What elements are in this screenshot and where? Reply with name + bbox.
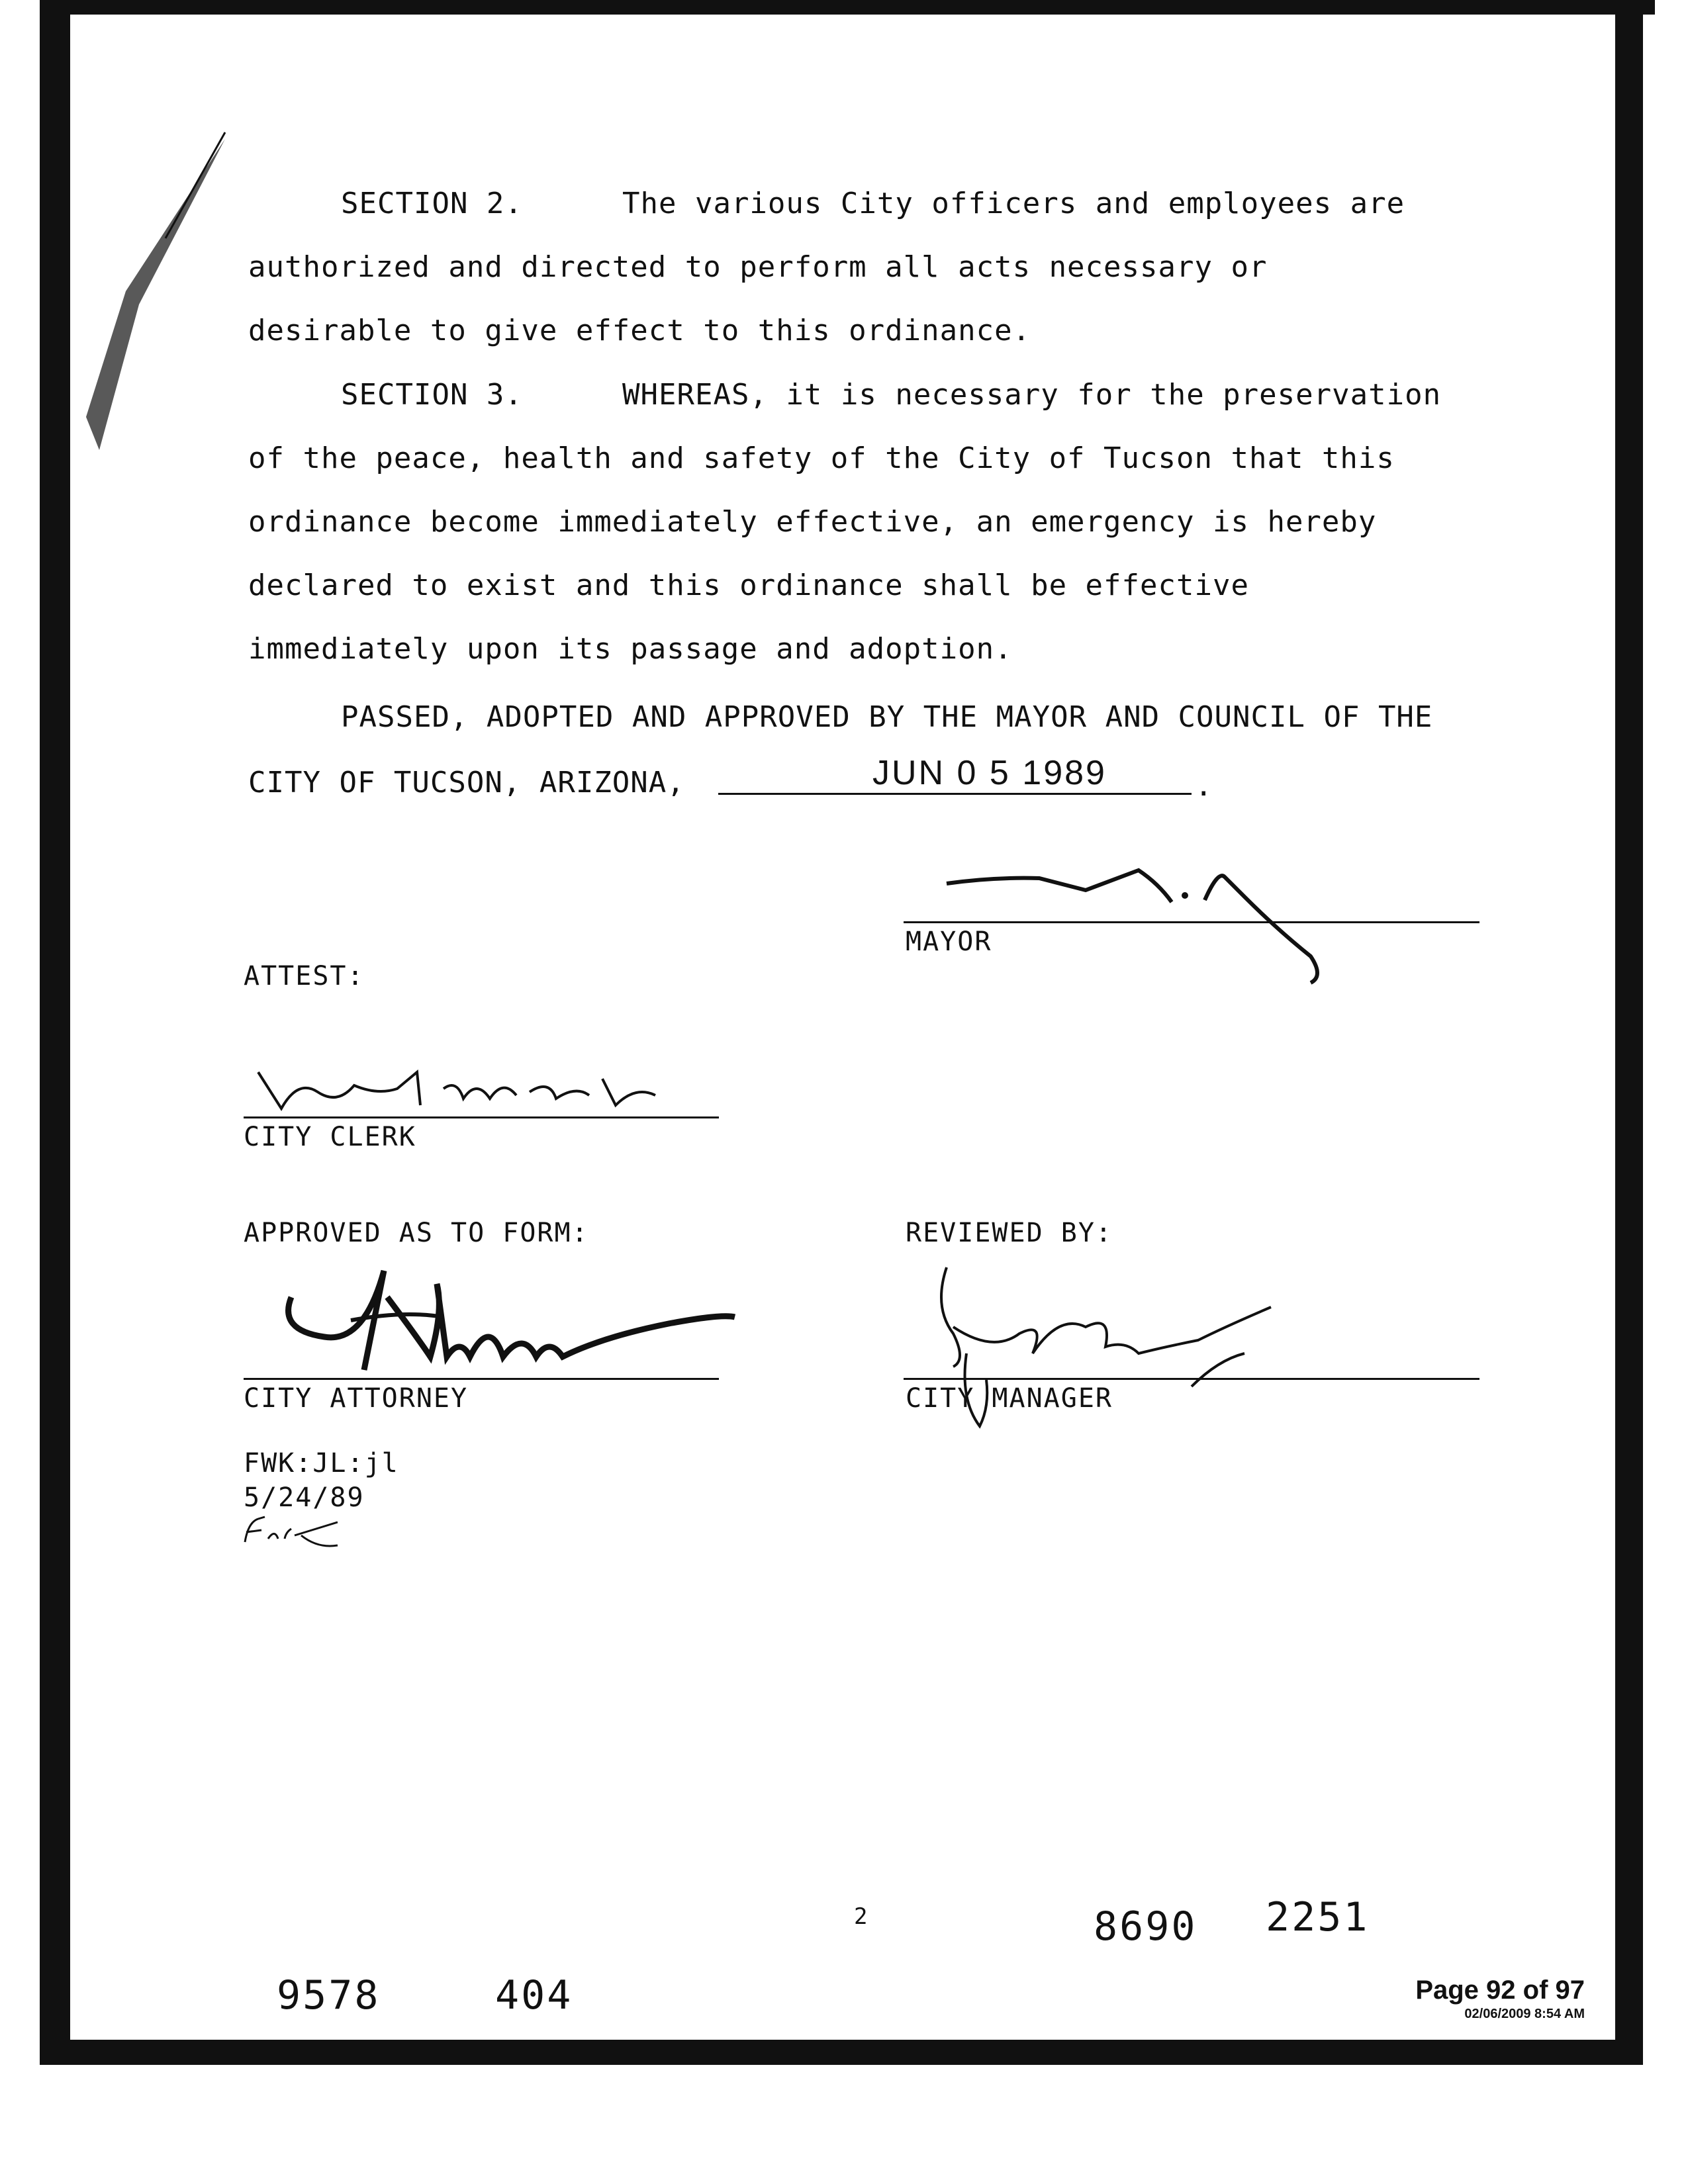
section-3-line-1: WHEREAS, it is necessary for the preservation: [622, 378, 1442, 412]
stamp-right-a: 8690: [1094, 1903, 1197, 1950]
approved-label: APPROVED AS TO FORM:: [244, 1218, 589, 1248]
manager-line: [904, 1378, 1479, 1380]
attest-label: ATTEST:: [244, 961, 365, 991]
attorney-signature: [271, 1257, 748, 1383]
passed-end: .: [1195, 769, 1213, 803]
mayor-line: [904, 921, 1479, 923]
section-3-line-3: ordinance become immediately effective, an emergency is hereby: [248, 505, 1377, 539]
manager-label: CITY MANAGER: [906, 1383, 1113, 1414]
attorney-label: CITY ATTORNEY: [244, 1383, 469, 1414]
clerk-label: CITY CLERK: [244, 1122, 416, 1152]
section-2-heading: SECTION 2.: [341, 187, 523, 220]
page-number-small: 2: [854, 1903, 869, 1930]
section-3-heading: SECTION 3.: [341, 378, 523, 412]
clerk-signature: [245, 1059, 669, 1118]
stamp-left-b: 404: [495, 1972, 573, 2019]
page-timestamp: 02/06/2009 8:54 AM: [1464, 2007, 1585, 2021]
passed-line-1: PASSED, ADOPTED AND APPROVED BY THE MAYOR AND COUNCIL OF THE: [341, 700, 1433, 734]
scan-streak: [0, 119, 238, 490]
scan-border-top: [40, 0, 1655, 15]
mayor-signature: [940, 864, 1337, 989]
initials-signature: [238, 1509, 344, 1555]
reference-initials: FWK:JL:jl: [244, 1448, 399, 1479]
stamp-right-b: 2251: [1266, 1894, 1370, 1940]
clerk-line: [244, 1116, 719, 1118]
page-label: Page 92 of 97: [1415, 1976, 1585, 2005]
reference-date: 5/24/89: [244, 1482, 365, 1513]
section-2-line-3: desirable to give effect to this ordinance.: [248, 314, 1031, 347]
date-line: [718, 793, 1192, 795]
attorney-line: [244, 1378, 719, 1380]
section-2-line-1: The various City officers and employees are: [622, 187, 1405, 220]
passed-line-2: CITY OF TUCSON, ARIZONA,: [248, 766, 685, 799]
reviewed-label: REVIEWED BY:: [906, 1218, 1113, 1248]
scan-border-bottom: [53, 2040, 1642, 2065]
section-2-line-2: authorized and directed to perform all acts necessary or: [248, 250, 1268, 284]
section-3-line-2: of the peace, health and safety of the City of Tucson that this: [248, 441, 1395, 475]
mayor-label: MAYOR: [906, 927, 992, 957]
section-3-line-4: declared to exist and this ordinance shall be effective: [248, 569, 1249, 602]
passed-date: JUN 0 5 1989: [872, 754, 1107, 792]
scan-border-right: [1615, 0, 1643, 2065]
section-3-line-5: immediately upon its passage and adoption.: [248, 632, 1013, 666]
stamp-left-a: 9578: [277, 1972, 381, 2019]
